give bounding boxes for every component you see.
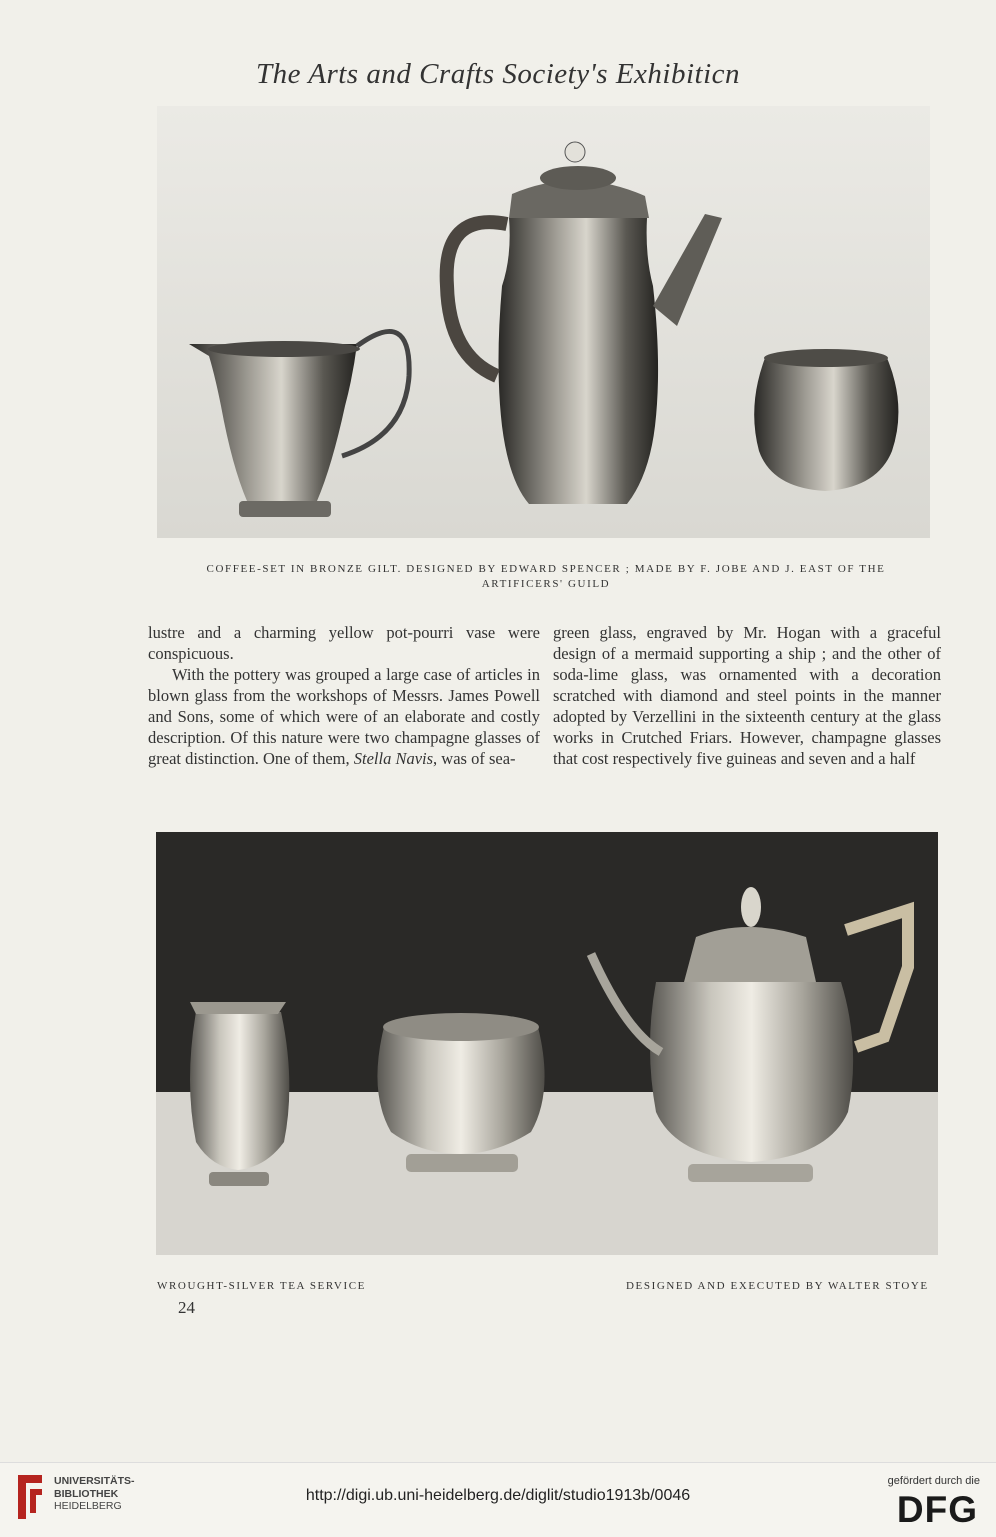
sugar-bowl: [754, 349, 898, 491]
body-paragraph-2: [148, 664, 540, 769]
funded-by-label: gefördert durch die: [887, 1475, 980, 1487]
tea-service-photo: [156, 832, 938, 1255]
page-header-title: The Arts and Crafts Society's Exhibiticn: [256, 58, 740, 90]
body-paragraph-2-text: With the pottery was grouped a large case of articles in blown glass from the workshops of Messrs. James Powell and Sons, some of which were of an elaborate and costly description. Of this nature were two champagne glasses of great distinction. One of them,: [148, 665, 540, 768]
body-paragraph-2-end: , was of sea-: [433, 749, 516, 768]
institution-line3: HEIDELBERG: [54, 1500, 122, 1512]
coffee-set-photo: [157, 106, 930, 538]
viewer-footer: [0, 1462, 996, 1537]
body-paragraph-3: green glass, engraved by Mr. Hogan with a graceful design of a mermaid supporting a ship ; and the other of soda-lime glass, was ornamented with a decoration scratched with diamond and steel points in the manner adopted by Verzellini in the sixteenth century at the glass works in Crutched Friars. However, champagne glasses that cost respectively five guineas and seven and a half: [553, 623, 941, 768]
page-number: 24: [178, 1298, 195, 1317]
figure1-caption-line1: COFFEE-SET IN BRONZE GILT. DESIGNED BY EDWARD SPENCER ; MADE BY F. JOBE AND J. EAST OF THE: [206, 563, 886, 575]
figure1-caption: [157, 562, 935, 592]
coffee-set-illustration: [157, 106, 930, 538]
figure1-caption-line2: ARTIFICERS' GUILD: [481, 578, 611, 590]
stella-navis-title: Stella Navis: [353, 749, 434, 768]
dfg-logo: DFG: [896, 1489, 978, 1530]
body-column-left: [148, 622, 540, 769]
figure2-caption-right: DESIGNED AND EXECUTED BY WALTER STOYE: [626, 1280, 929, 1292]
body-paragraph-1: lustre and a charming yellow pot-pourri vase were conspicuous.: [148, 623, 540, 663]
permalink-url[interactable]: http://digi.ub.uni-heidelberg.de/diglit/studio1913b/0046: [305, 1487, 691, 1504]
tea-service-illustration: [156, 832, 938, 1255]
institution-line2: BIBLIOTHEK: [54, 1487, 119, 1500]
institution-line1: UNIVERSITÄTS-: [54, 1475, 135, 1487]
body-column-right: [553, 622, 941, 769]
figure2-caption-left: WROUGHT-SILVER TEA SERVICE: [157, 1280, 366, 1292]
